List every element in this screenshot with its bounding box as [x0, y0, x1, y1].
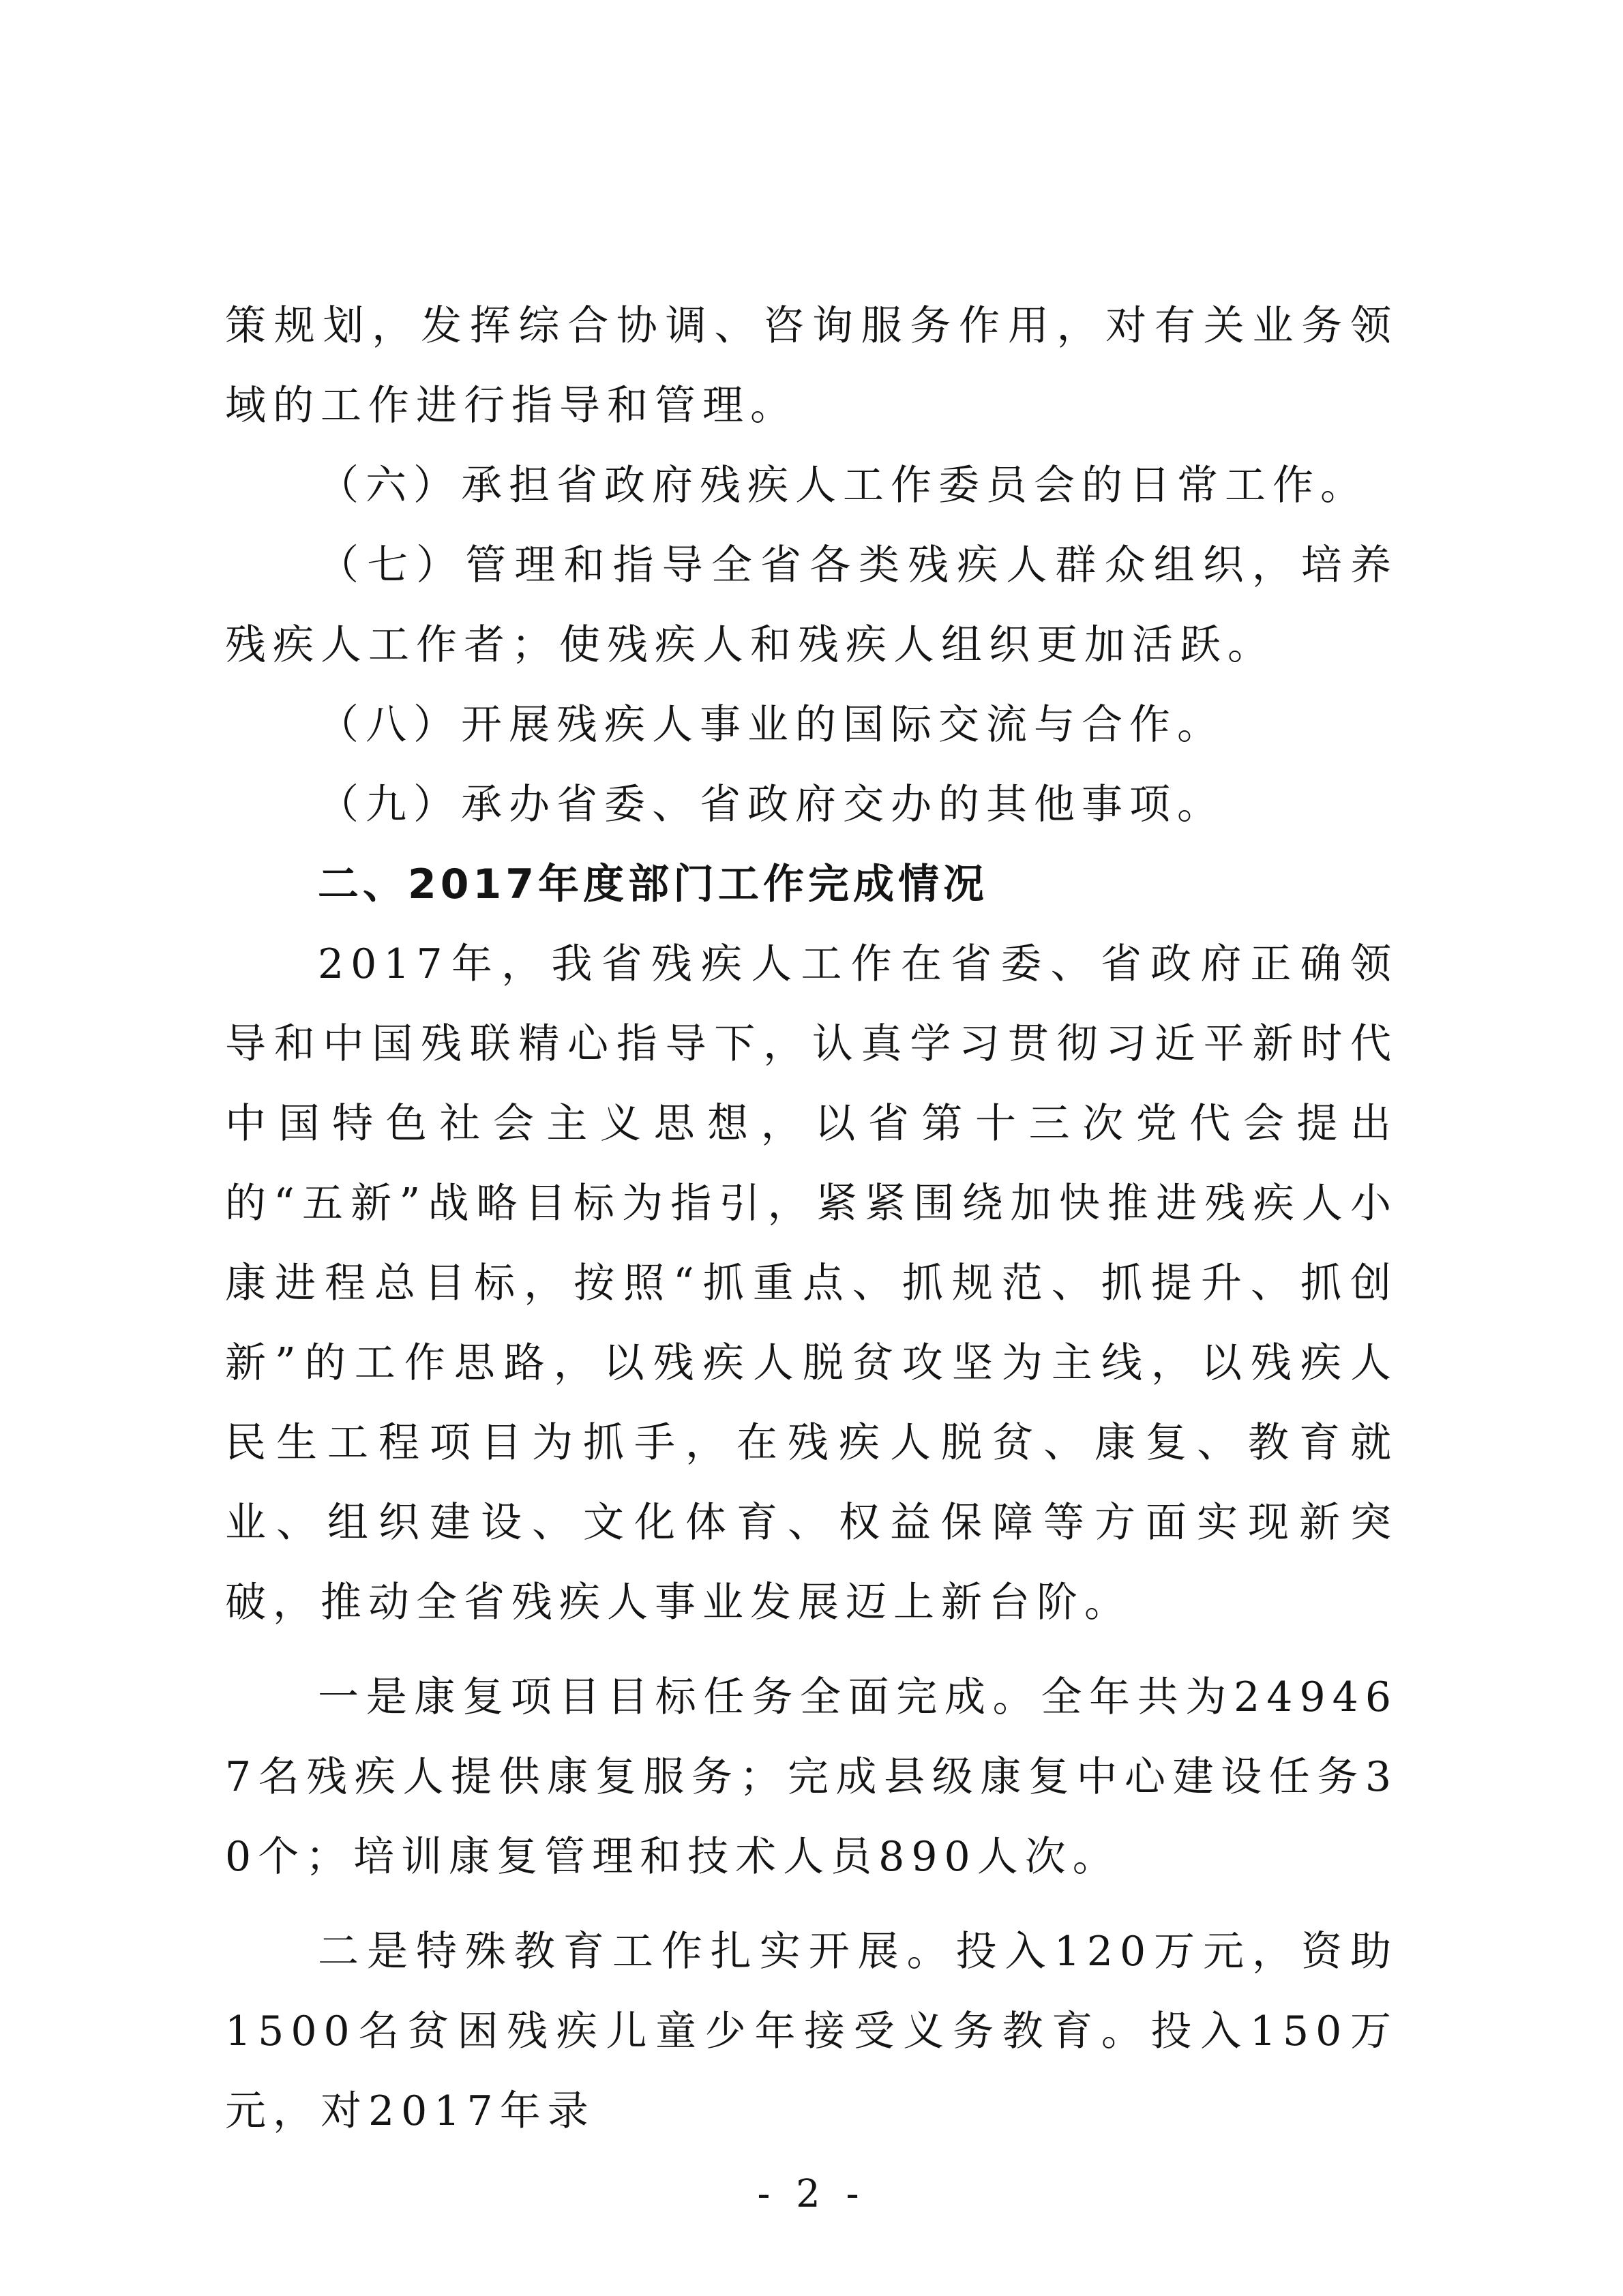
paragraph-item-7: （七）管理和指导全省各类残疾人群众组织，培养残疾人工作者；使残疾人和残疾人组织更加活跃。: [225, 541, 1398, 669]
paragraph-item-8: （八）开展残疾人事业的国际交流与合作。: [318, 701, 1225, 749]
paragraph-item-6: （六）承担省政府残疾人工作委员会的日常工作。: [318, 462, 1368, 509]
paragraph-rehabilitation: 一是康复项目目标任务全面完成。全年共为249467名残疾人提供康复服务；完成县级康复中心建设任务30个；培训康复管理和技术人员890人次。: [225, 1673, 1398, 1881]
paragraph-work-summary: 2017年，我省残疾人工作在省委、省政府正确领导和中国残联精心指导下，认真学习贯彻习近平新时代中国特色社会主义思想，以省第十三次党代会提出的“五新”战略目标为指引，紧紧围绕加快推进残疾人小康进程总目标，按照“抓重点、抓规范、抓提升、抓创新”的工作思路，以残疾人脱贫攻坚为主线，以残疾人民生工程项目为抓手，在残疾人脱贫、康复、教育就业、组织建设、文化体育、权益保障等方面实现新突破，推动全省残疾人事业发展迈上新台阶。: [225, 940, 1398, 1626]
paragraph-item-9: （九）承办省委、省政府交办的其他事项。: [318, 781, 1225, 829]
paragraph-special-education: 二是特殊教育工作扎实开展。投入120万元，资助1500名贫困残疾儿童少年接受义务教育。投入150万元，对2017年录: [225, 1928, 1398, 2135]
page-number: - 2 -: [757, 2172, 866, 2216]
document-body: [225, 286, 1398, 2151]
section-heading: 二、2017年度部门工作完成情况: [318, 861, 988, 908]
paragraph-continuation: 策规划，发挥综合协调、咨询服务作用，对有关业务领域的工作进行指导和管理。: [225, 302, 1398, 430]
